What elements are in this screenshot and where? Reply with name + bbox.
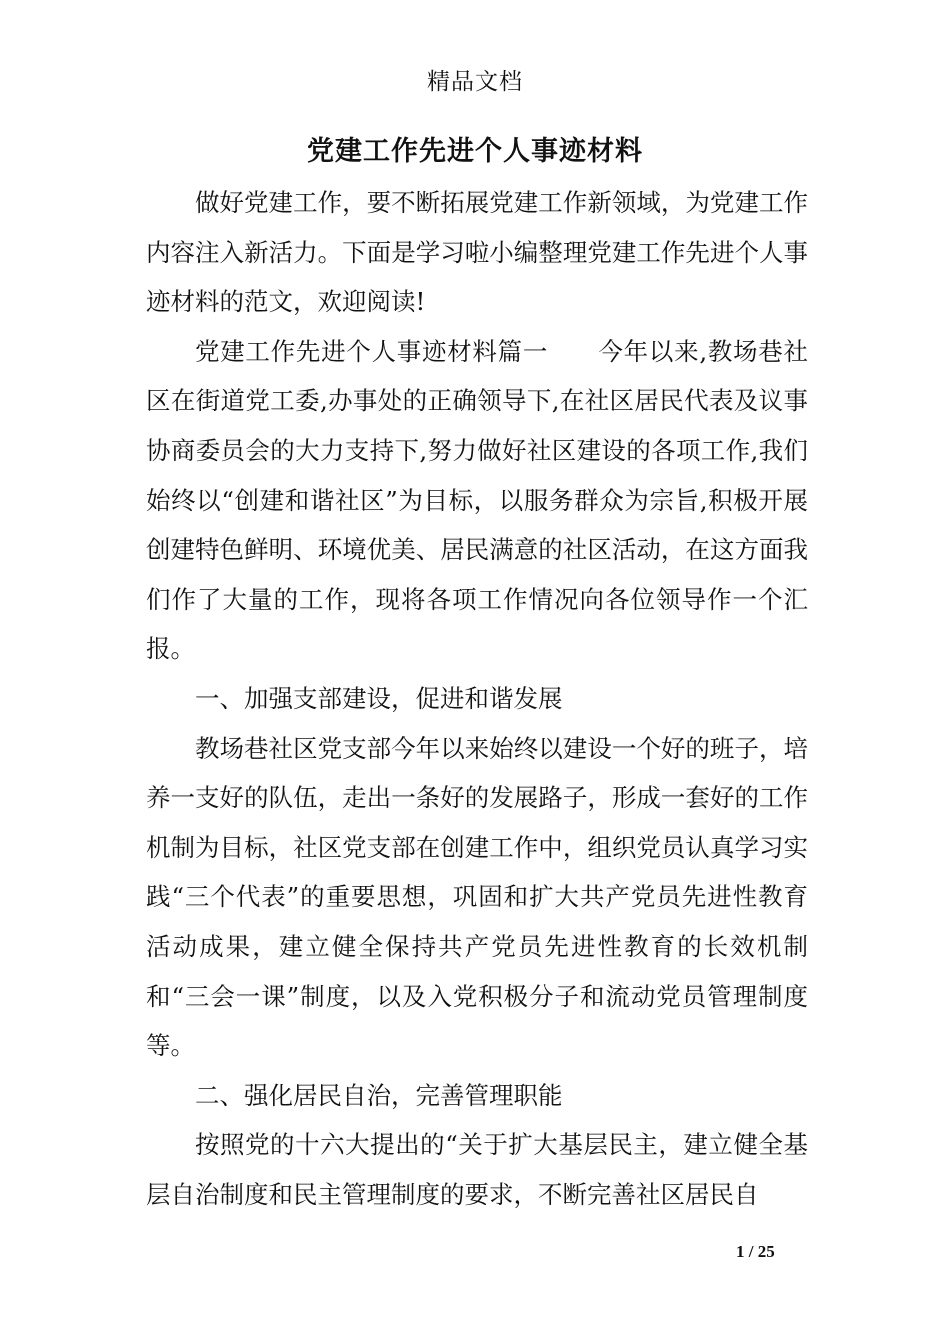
document-title: 党建工作先进个人事迹材料: [307, 136, 643, 167]
section-heading-two: 二、强化居民自治，完善管理职能: [195, 1080, 563, 1110]
section-heading-one: 一、加强支部建设，促进和谐发展: [195, 683, 563, 713]
page-number: 1 / 25: [736, 1242, 775, 1261]
paragraph-intro: 做好党建工作，要不断拓展党建工作新领域，为党建工作内容注入新活力。下面是学习啦小编整理党建工作先进个人事迹材料的范文，欢迎阅读!: [146, 188, 808, 317]
page-header: 精品文档: [427, 69, 523, 95]
paragraph-section-one: 教场巷社区党支部今年以来始终以建设一个好的班子，培养一支好的队伍，走出一条好的发展路子，形成一套好的工作机制为目标，社区党支部在创建工作中，组织党员认真学习实践“三个代表”的重要思想，巩固和扩大共产党员先进性教育活动成果，建立健全保持共产党员先进性教育的长效机制和“三会一课”制度，以及入党积极分子和流动党员管理制度等。: [146, 733, 808, 1061]
paragraph-section-two: 按照党的十六大提出的“关于扩大基层民主，建立健全基层自治制度和民主管理制度的要求，不断完善社区居民自: [146, 1130, 808, 1209]
document-body: [146, 178, 808, 1219]
paragraph-article-one: 党建工作先进个人事迹材料篇一 今年以来,教场巷社区在街道党工委,办事处的正确领导下,在社区居民代表及议事协商委员会的大力支持下,努力做好社区建设的各项工作,我们始终以“创建和谐社区”为目标，以服务群众为宗旨,积极开展创建特色鲜明、环境优美、居民满意的社区活动，在这方面我们作了大量的工作，现将各项工作情况向各位领导作一个汇报。: [146, 336, 808, 664]
